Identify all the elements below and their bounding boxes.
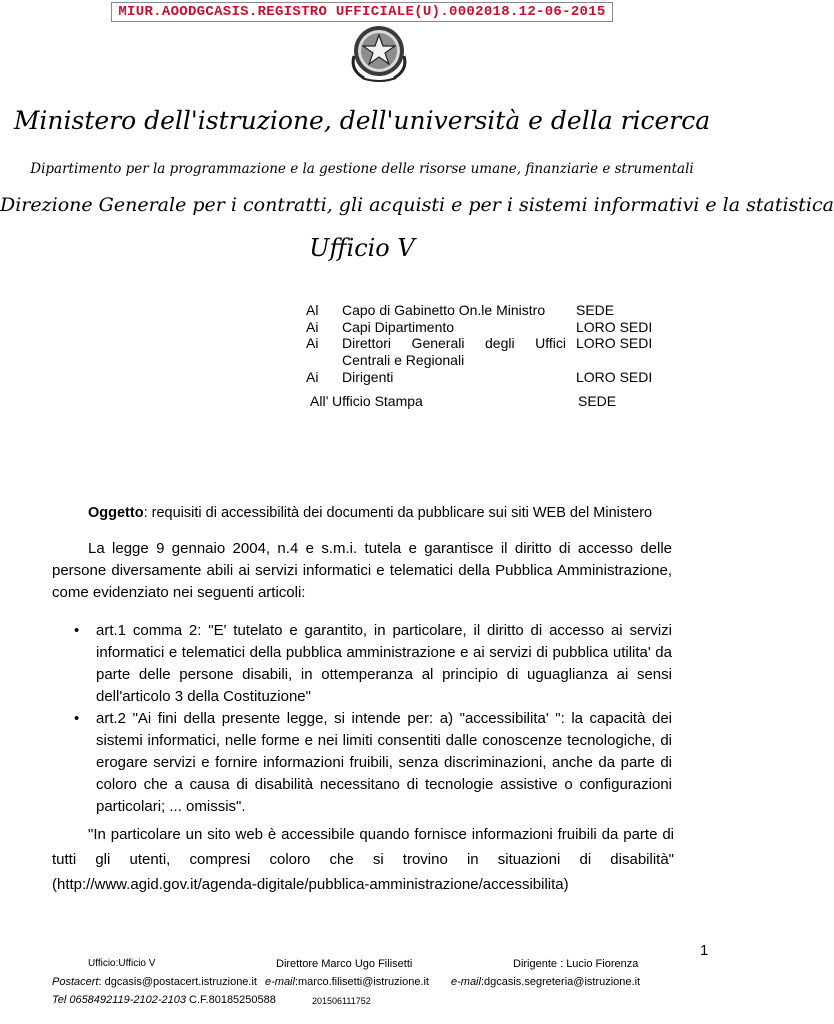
- article-list: [74, 620, 672, 818]
- ministry-title: Ministero dell'istruzione, dell'università e della ricerca: [13, 106, 711, 135]
- footer-email-2: [451, 976, 640, 988]
- addressee-dest: LORO SEDI: [576, 369, 653, 385]
- protocol-stamp: MIUR.AOODGCASIS.REGISTRO UFFICIALE(U).0002018.12-06-2015: [111, 2, 613, 22]
- department-title: Dipartimento per la programmazione e la gestione delle risorse umane, finanziarie e strumentali: [30, 161, 694, 177]
- postacert-value: : dgcasis@postacert.istruzione.it: [98, 976, 257, 988]
- addressee-dest: LORO SEDI: [576, 319, 653, 335]
- list-item: [74, 620, 672, 708]
- bullet-icon: •: [74, 710, 80, 727]
- addressee-name: Capo di Gabinetto On.le Ministro: [342, 302, 546, 318]
- footer-email-1: [265, 976, 429, 988]
- article-text: art.2 "Ai fini della presente legge, si intende per: a) "accessibilita' ": la capacità dei sistemi informatici, nelle forme e nei limiti consentiti dalle conoscenze tecnologiche, di erogare servizi e fornire informazioni fruibili, senza discriminazioni, anche da parte di coloro che a causa di disabilità necessitano di tecnologie assistive o configurazioni particolari; ... omissis".: [96, 710, 672, 815]
- article-text: art.1 comma 2: "E' tutelato e garantito, in particolare, il diritto di accesso ai servizi informatici e telematici della pubblica amministrazione e ai servizi di pubblica utilita' da parte delle persone disabili, in ottemperanza al principio di uguaglianza ai sensi dell'articolo 3 della Costituzione": [96, 622, 672, 705]
- subject-line: [88, 502, 652, 524]
- footer-phone: Tel 0658492119-2102-2103: [52, 994, 186, 1006]
- addressee-name: Capi Dipartimento: [342, 319, 455, 335]
- email-label: e-mail: [451, 976, 481, 988]
- addressee-name: Direttori Generali degli Uffici: [342, 335, 566, 351]
- footer-doc-code: 201506111752: [312, 996, 371, 1006]
- closing-paragraph: "In particolare un sito web è accessibile quando fornisce informazioni fruibili da parte di tutti gli utenti, compresi coloro che si trovino in situazioni di disabilità" (http://www.agid.gov.it/agenda-digitale/pubblica-amministrazione/accessibilita): [52, 826, 674, 893]
- addressee-name-continued: Centrali e Regionali: [342, 352, 465, 368]
- office-title: Ufficio V: [309, 234, 415, 262]
- bullet-icon: •: [74, 622, 80, 639]
- page-number: 1: [700, 942, 709, 959]
- addressee-prep: Ai: [306, 369, 319, 385]
- list-item: [74, 708, 672, 818]
- addressee-dest: LORO SEDI: [576, 335, 653, 351]
- addressee-prep: Ai: [306, 335, 319, 351]
- footer-tax-code: C.F.80185250588: [189, 994, 276, 1006]
- email-value: :marco.filisetti@istruzione.it: [294, 976, 429, 988]
- republic-emblem-icon: [344, 22, 414, 84]
- postacert-label: Postacert: [52, 976, 99, 988]
- addressee-name: Dirigenti: [342, 369, 394, 385]
- subject-label: Oggetto: [88, 505, 144, 521]
- addressee-prep: Ai: [306, 319, 319, 335]
- intro-paragraph: La legge 9 gennaio 2004, n.4 e s.m.i. tutela e garantisce il diritto di accesso delle persone diversamente abili ai servizi informatici e telematici della Pubblica Amministrazione, come evidenziato nei seguenti articoli:: [52, 540, 672, 601]
- footer-manager: Dirigente : Lucio Fiorenza: [513, 958, 639, 970]
- addressee-prep: Al: [306, 302, 319, 318]
- footer-director: Direttore Marco Ugo Filisetti: [276, 958, 413, 970]
- direction-title: Direzione Generale per i contratti, gli acquisti e per i sistemi informativi e la statistica: [0, 194, 834, 216]
- addressee-dest: SEDE: [578, 393, 617, 409]
- footer-office: Ufficio:Ufficio V: [88, 958, 156, 969]
- footer-phone-line: [52, 994, 276, 1006]
- subject-text: : requisiti di accessibilità dei documenti da pubblicare sui siti WEB del Ministero: [143, 505, 653, 521]
- footer-postacert: [52, 976, 257, 988]
- email-value: :dgcasis.segreteria@istruzione.it: [480, 976, 641, 988]
- email-label: e-mail: [265, 976, 295, 988]
- addressee-name: All’ Ufficio Stampa: [310, 393, 423, 409]
- addressee-dest: SEDE: [576, 302, 615, 318]
